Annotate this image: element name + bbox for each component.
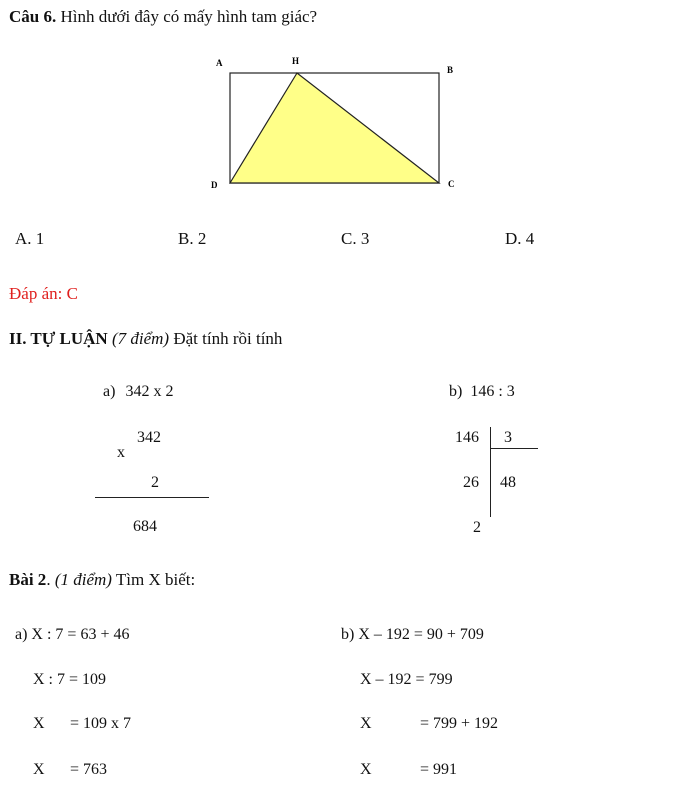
section2-instruction: Đặt tính rồi tính	[173, 329, 283, 348]
bai2-points: (1 điểm)	[54, 570, 112, 589]
bai2-a-line4-rhs: = 763	[70, 761, 108, 778]
calc-a-expression: 342 x 2	[125, 383, 174, 400]
option-d: D. 4	[505, 229, 535, 248]
calc-b-heading	[449, 382, 515, 402]
bai2-a-line1: a) X : 7 = 63 + 46	[15, 626, 130, 643]
calc-b-expression: 146 : 3	[470, 383, 515, 400]
bai2-b-line4-rhs: = 991	[420, 761, 458, 778]
section2-heading-line	[9, 329, 282, 349]
bai2-b-line3-x: X	[360, 715, 372, 732]
label-d: D	[211, 180, 218, 190]
calc-b-quotient: 48	[500, 474, 516, 491]
triangle-figure	[0, 50, 687, 250]
calc-b-label: b)	[449, 383, 463, 400]
label-b: B	[447, 65, 454, 75]
calc-a-operator: x	[117, 444, 125, 461]
triangle-hdc	[230, 73, 439, 183]
bai2-heading: Bài 2	[9, 570, 47, 589]
question-text: Hình dưới đây có mấy hình tam giác?	[60, 7, 318, 26]
bai2-dot: .	[46, 570, 51, 589]
calc-a-bottom-number: 2	[151, 474, 159, 491]
option-a: A. 1	[15, 229, 45, 248]
calc-b-horizontal-rule	[490, 448, 538, 449]
label-h: H	[292, 56, 300, 66]
calc-a-rule	[95, 497, 209, 498]
bai2-b-line4-x: X	[360, 761, 372, 778]
section2-heading: II. TỰ LUẬN	[9, 329, 108, 348]
label-c: C	[448, 179, 455, 189]
calc-b-divisor: 3	[504, 429, 512, 446]
bai2-heading-line	[9, 570, 195, 590]
question-number: Câu 6.	[9, 7, 57, 26]
calc-a-heading	[103, 382, 173, 402]
calc-a-top-number: 342	[137, 429, 161, 446]
calc-b-vertical-rule	[490, 427, 491, 517]
bai2-b-line3-rhs: = 799 + 192	[420, 715, 499, 732]
bai2-b-line1: b) X – 192 = 90 + 709	[341, 626, 484, 643]
option-b: B. 2	[178, 229, 207, 248]
calc-a-result: 684	[133, 518, 157, 535]
bai2-instruction: Tìm X biết:	[115, 570, 196, 589]
bai2-a-line3-x: X	[33, 715, 45, 732]
calc-b-dividend: 146	[455, 429, 479, 446]
calc-b-remainder-step: 26	[463, 474, 479, 491]
question-title	[9, 7, 317, 27]
label-a: A	[216, 58, 223, 68]
calc-a-label: a)	[103, 383, 116, 400]
section2-points: (7 điểm)	[111, 329, 170, 348]
calc-b-remainder: 2	[473, 519, 481, 536]
bai2-b-line2: X – 192 = 799	[360, 671, 453, 688]
bai2-a-line2: X : 7 = 109	[33, 671, 107, 688]
answer-text: Đáp án: C	[9, 284, 78, 303]
bai2-a-line4-x: X	[33, 761, 45, 778]
option-c: C. 3	[341, 229, 370, 248]
bai2-a-line3-rhs: = 109 x 7	[70, 715, 132, 732]
